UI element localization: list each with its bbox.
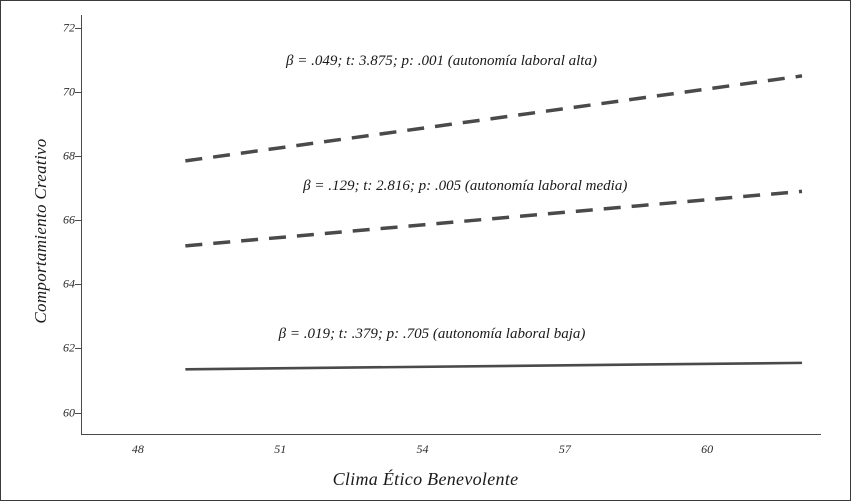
series-line — [185, 76, 802, 161]
plot-area — [63, 15, 821, 456]
y-axis-title: Comportamiento Creativo — [31, 138, 50, 324]
x-tick-label: 60 — [701, 442, 714, 456]
series-line — [185, 191, 802, 246]
chart-annotation: β = .049; t: 3.875; p: .001 (autonomía laboral alta) — [286, 53, 597, 70]
y-tick-label: 60 — [63, 405, 75, 420]
series-line — [185, 363, 802, 369]
chart-annotation: β = .019; t: .379; p: .705 (autonomía laboral baja) — [278, 325, 586, 342]
x-tick-label: 51 — [274, 442, 287, 456]
x-tick-label: 54 — [416, 442, 429, 456]
x-tick-label: 57 — [558, 442, 571, 456]
y-tick-label: 64 — [63, 276, 75, 291]
x-axis-title: Clima Ético Benevolente — [332, 469, 519, 489]
series-lines — [81, 15, 821, 435]
y-tick-label: 62 — [63, 340, 75, 355]
y-tick-label: 68 — [63, 148, 75, 163]
y-tick-label: 66 — [63, 212, 75, 227]
chart-annotation: β = .129; t: 2.816; p: .005 (autonomía laboral media) — [303, 178, 628, 195]
y-tick-label: 72 — [63, 20, 75, 35]
x-tick-label: 48 — [131, 442, 144, 456]
y-tick-label: 70 — [63, 84, 75, 99]
